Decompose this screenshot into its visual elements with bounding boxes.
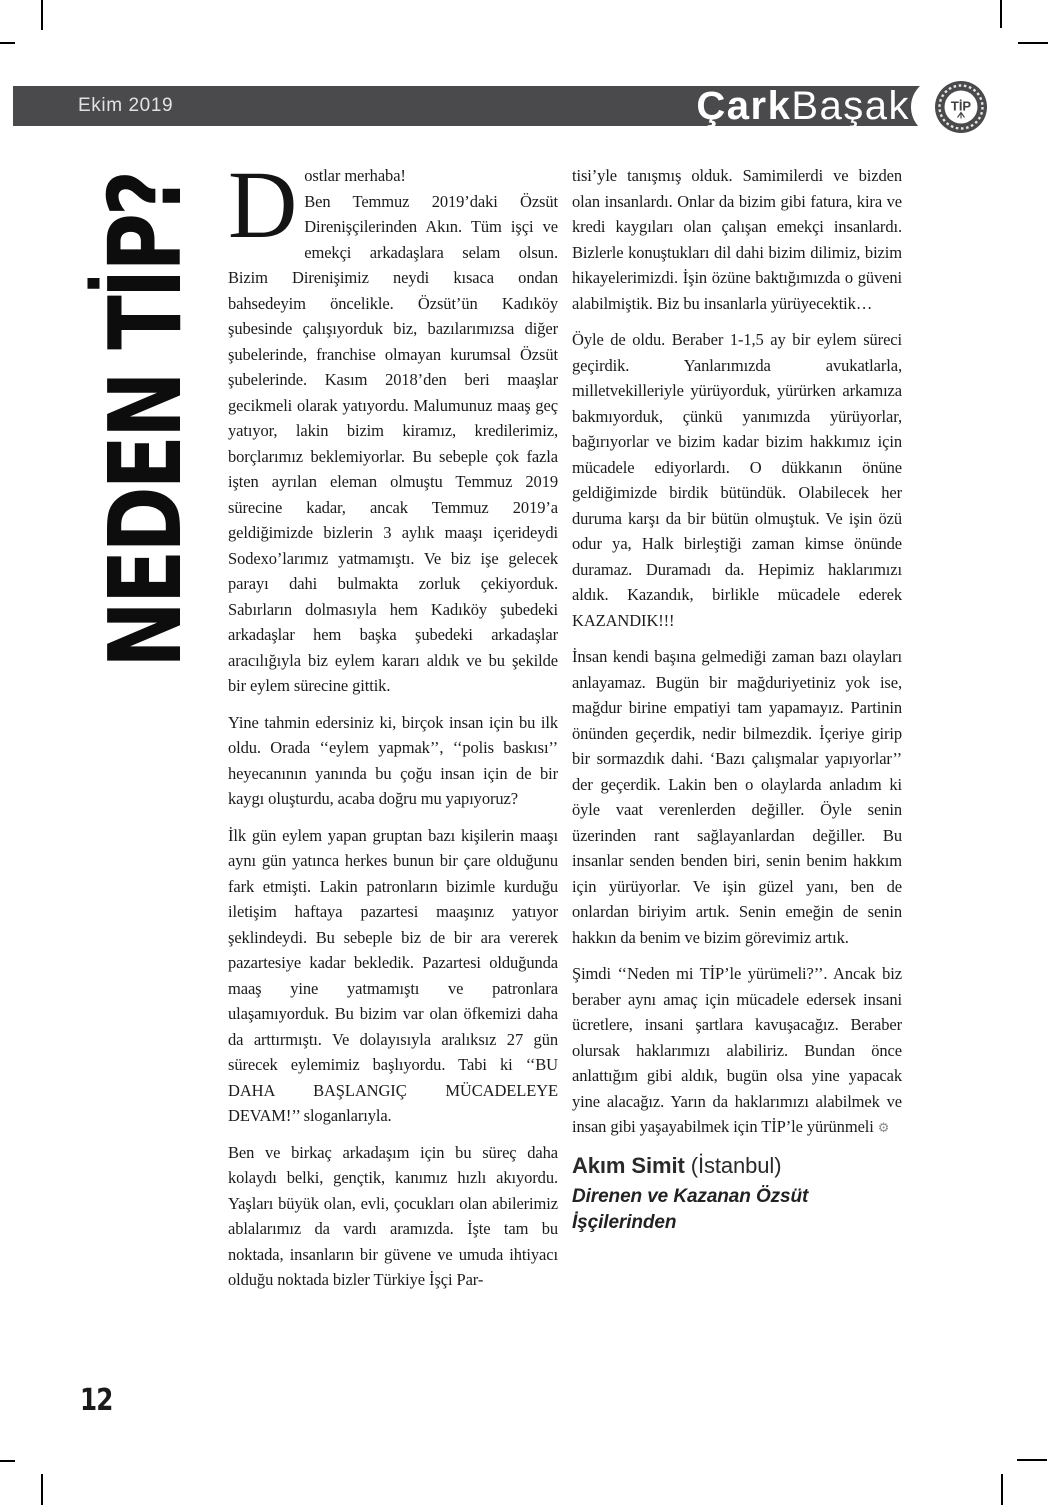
crop-mark <box>41 0 43 30</box>
crop-mark <box>1017 1459 1047 1461</box>
author-line <box>572 1153 902 1179</box>
article-paragraph: İnsan kendi başına gelmediği zaman bazı olayları anlayamaz. Bugün bir mağduriyetiniz yok ise, mağdur birine empatiyi tam yapamayız. Partinin önünden geçerdik, nedir bilmezdik. İçeriye girip bir sormazdık dahi. ‘Bazı çalışmalar yapıyorlar’’ der geçerdik. Lakin ben o olaylarda anladım ki öyle vaat verenlerden değiller. Öyle senin üzerinden rant sağlayanlardan değiller. Bu insanlar senden benden biri, senin benim hakkım için yürüyorlar. Ve işin güzel yanı, ben de onlardan biriyim artık. Senin emeğin de senin hakkın da benim ve bizim görevimiz artık. <box>572 647 902 947</box>
crop-mark <box>1001 1474 1003 1505</box>
tip-party-logo-icon <box>910 75 992 146</box>
article-paragraph <box>572 961 902 1142</box>
header-bar <box>13 86 940 126</box>
article-column-1 <box>228 151 558 1304</box>
opening-line: ostlar merhaba! <box>304 166 406 185</box>
tip-logo-text: TİP <box>950 98 972 114</box>
magazine-title-light: Başak <box>791 84 910 128</box>
drop-cap: D <box>228 151 298 258</box>
author-byline: Direnen ve Kazanan Özsüt İşçilerinden <box>572 1186 809 1233</box>
page-number: 12 <box>80 1383 113 1418</box>
author-name: Akım Simit <box>572 1152 685 1178</box>
crop-mark <box>0 42 15 44</box>
paragraph-text: Ben Temmuz 2019’daki Özsüt Direnişçilerinden Akın. Tüm işçi ve emekçi arkadaşlara selam olsun. Bizim Direnişimiz neydi kısaca ondan bahsedeyim öncelikle. Özsüt’ün Kadıköy şubesinde çalışıyorduk biz, bazılarımızsa diğer şubelerinde, franchise olmayan kurumsal Özsüt şubelerinde. Kasım 2018’den beri maaşlar gecikmeli olarak yatıyordu. Malumunuz maaş geç yatıyor, lakin bizim kiramız, kredilerimiz, borçlarımız beklemiyorlar. Bu sebeple çok fazla işten ayrılan eleman olmuştu Temmuz 2019 sürecine kadar, ancak Temmuz 2019’a geldiğimizde bizlerin 3 aylık maaşı içerideydi Sodexo’larımız yatmamıştı. Ve biz işe gelecek parayı dahi bulmakta zorluk çekiyorduk. Sabırların dolmasıyla hem Kadıköy şubedeki arkadaşlar hem başka şubedeki arkadaşlar aracılığıyla biz eylem kararı aldık ve bu şekilde bir eylem sürecine gittik. <box>228 191 558 695</box>
crop-mark <box>1018 42 1048 44</box>
author-location: (İstanbul) <box>690 1152 782 1178</box>
crop-mark <box>41 1474 43 1505</box>
article-paragraph: İlk gün eylem yapan gruptan bazı kişilerin maaşı aynı gün yatınca herkes bunun bir çare olduğunu fark etmişti. Lakin patronların bizimle kurduğu iletişim haftaya pazartesi maaşınız yatıyor şeklindeydi. Bu sebeple biz de bir ara vererek pazartesiye kadar bekledik. Pazartesi olduğunda maaş yine yatmamıştı ve patronlara ulaşamıyorduk. Bu bizim var olan öfkemizi daha da arttırmıştı. Ve dolayısıyla aralıksız 27 gün sürecek eylemimiz başlıyordu. Tabi ki ‘‘BU DAHA BAŞLANGIÇ MÜCADELEYE DEVAM!’’ sloganlarıyla. <box>228 825 558 1125</box>
magazine-title <box>696 84 910 129</box>
article-paragraph: Ben ve birkaç arkadaşım için bu süreç daha kolaydı belki, gençtik, kanımız hızlı akıyordu. Yaşları büyük olan, evli, çocukları olan abilerimiz ablalarımız da vardı aramızda. İşte tam bu noktada, insanların bir güvene ve umuda ihtiyacı olduğu noktada bizler Türkiye İşçi Par- <box>228 1142 558 1289</box>
crop-mark <box>1000 0 1002 28</box>
paragraph-text: Şimdi ‘‘Neden mi TİP’le yürümeli?’’. Ancak biz beraber aynı amaç için mücadele edersek insani ücretlere, insani şartlara kavuşacağız. Beraber olursak haklarımızı alabiliriz. Bundan önce anlattığım gibi aldık, bugün olsa yine yapacak yine alacağız. Yarın da haklarımızı alabilmek ve insan gibi yaşayabilmek için TİP’le yürünmeli <box>572 964 902 1136</box>
issue-date: Ekim 2019 <box>78 95 174 116</box>
article-paragraph: Yine tahmin edersiniz ki, birçok insan için bu ilk oldu. Orada ‘‘eylem yapmak’’, ‘‘polis baskısı’’ heyecanının yanında bu çoğu insan için de bir kaygı oluşturdu, acaba doğru mu yapıyoruz? <box>228 712 558 808</box>
article-title: NEDEN TİP? <box>87 173 204 669</box>
article-end-mark-icon: ⚙ <box>877 1121 890 1136</box>
crop-mark <box>0 1460 15 1462</box>
article-paragraph <box>228 151 558 699</box>
article-paragraph: tisi’yle tanışmış olduk. Samimilerdi ve bizden olan insanlardı. Onlar da bizim gibi fatura, kira ve kredi kaygıları olan çalışan emekçi insanlardı. Bizlerle konuştukları dil dahi bizim dilimiz, bizim hikayelerimizdi. İşin özüne baktığımızda o güveni alabilmiştik. Biz bu insanlarla yürüyecektik… <box>572 166 902 313</box>
article-paragraph: Öyle de oldu. Beraber 1-1,5 ay bir eylem süreci geçirdik. Yanlarımızda avukatlarla, milletvekilleriyle yürüyorduk, yürürken arkamıza bakmıyorduk, çünkü yanımızda yürüyorlar, bağırıyorlar ve bizim kadar bizim hakkımız için mücadele ediyorlardı. O dükkanın önüne geldiğimizde birdik bütündük. Olabilecek her duruma karşı da bir bütün olmuştuk. Ve işin özü odur ya, Halk birleştiği zaman kimse önünde duramaz. Duramadı da. Hepimiz haklarımızı aldık. Kazandık, birlikle mücadele ederek KAZANDIK!!! <box>572 330 902 630</box>
article-column-2 <box>572 163 902 1235</box>
magazine-title-bold: Çark <box>696 84 792 128</box>
